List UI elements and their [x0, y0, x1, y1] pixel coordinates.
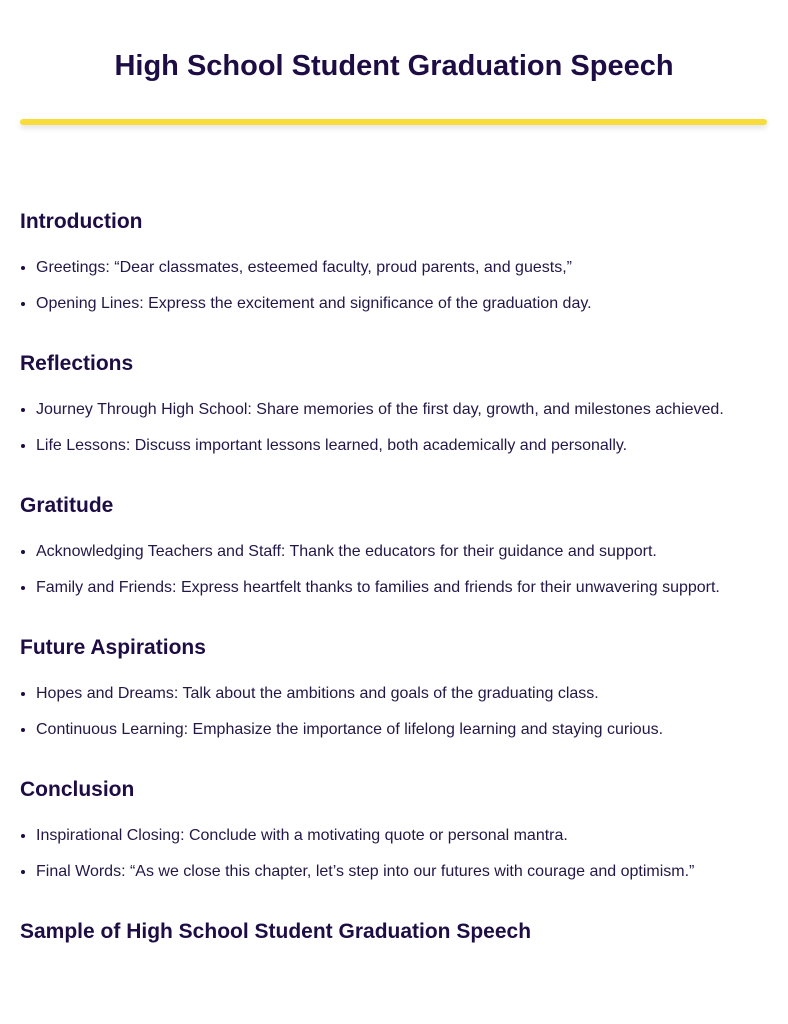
- list-item: • Inspirational Closing: Conclude with a motivating quote or personal mantra.: [36, 822, 745, 850]
- bullet-list: [20, 396, 745, 460]
- bullet-list: [20, 538, 745, 602]
- sample-heading: Sample of High School Student Graduation Speech: [20, 920, 532, 943]
- section-gratitude: [20, 484, 745, 602]
- bullet-list: [20, 254, 745, 318]
- list-item: • Greetings: “Dear classmates, esteemed faculty, proud parents, and guests,”: [36, 254, 745, 282]
- list-item: • Journey Through High School: Share memories of the first day, growth, and milestones achieved.: [36, 396, 745, 424]
- bullet-list: [20, 680, 745, 744]
- section-heading: Conclusion: [20, 778, 135, 801]
- list-item: • Opening Lines: Express the excitement and significance of the graduation day.: [36, 290, 745, 318]
- page-title: High School Student Graduation Speech: [114, 50, 674, 82]
- list-item: • Continuous Learning: Emphasize the importance of lifelong learning and staying curious.: [36, 716, 745, 744]
- section-heading: Gratitude: [20, 494, 114, 517]
- list-item: • Family and Friends: Express heartfelt thanks to families and friends for their unwavering support.: [36, 574, 745, 602]
- list-item: • Hopes and Dreams: Talk about the ambitions and goals of the graduating class.: [36, 680, 745, 708]
- section-introduction: [20, 200, 745, 318]
- title-divider: [20, 119, 767, 125]
- list-item: • Acknowledging Teachers and Staff: Thank the educators for their guidance and support.: [36, 538, 745, 566]
- section-heading: Introduction: [20, 210, 143, 233]
- section-heading: Future Aspirations: [20, 636, 206, 659]
- list-item: • Final Words: “As we close this chapter, let’s step into our futures with courage and optimism.”: [36, 858, 745, 886]
- list-item: • Life Lessons: Discuss important lessons learned, both academically and personally.: [36, 432, 745, 460]
- section-reflections: [20, 342, 745, 460]
- section-conclusion: [20, 768, 745, 886]
- section-heading: Reflections: [20, 352, 134, 375]
- speech-outline: [20, 200, 745, 954]
- section-future-aspirations: [20, 626, 745, 744]
- bullet-list: [20, 822, 745, 886]
